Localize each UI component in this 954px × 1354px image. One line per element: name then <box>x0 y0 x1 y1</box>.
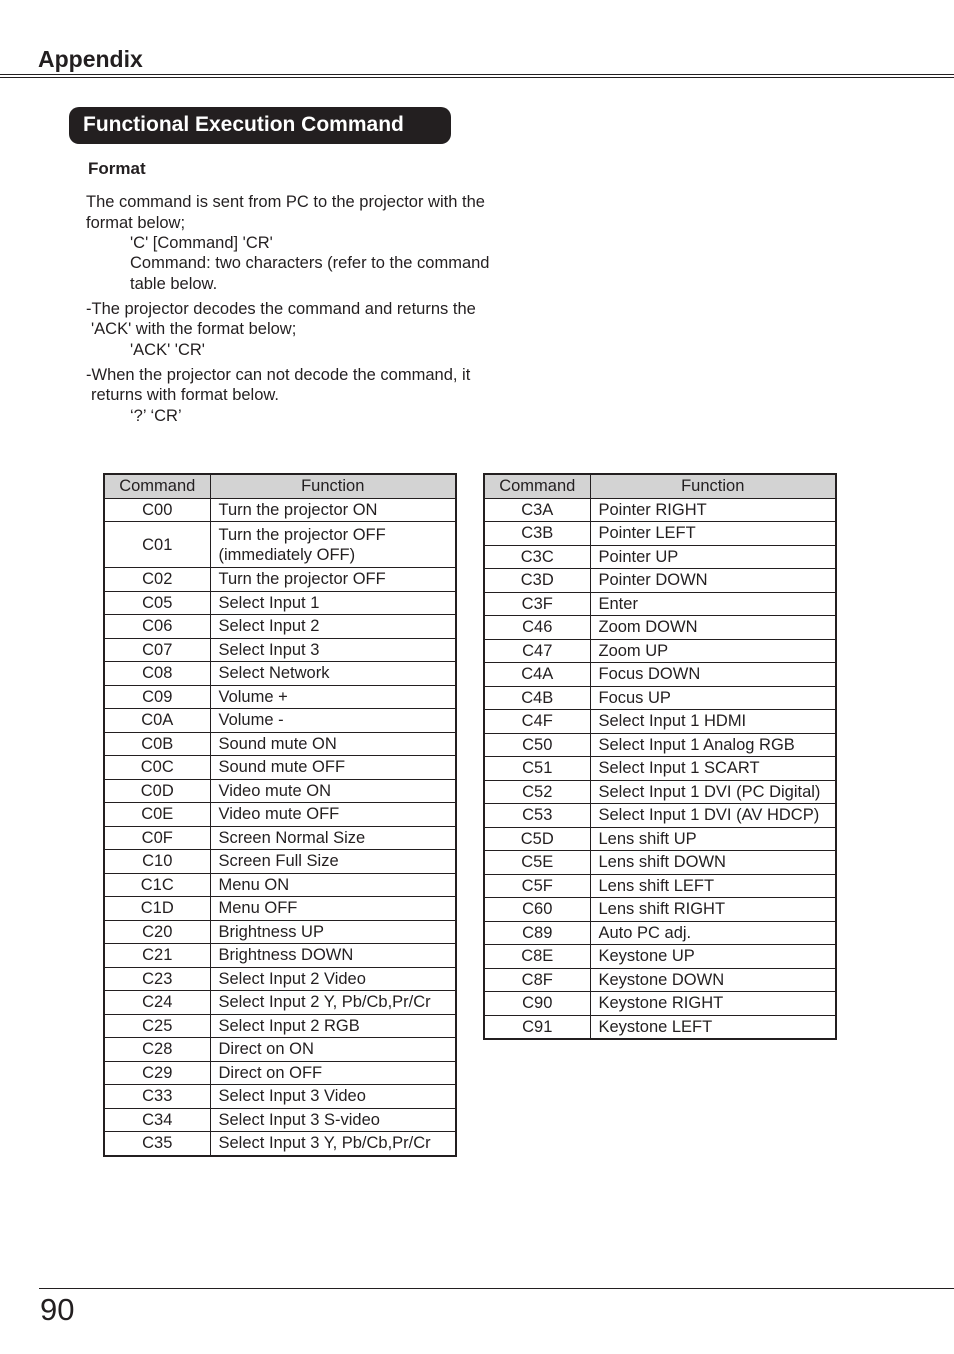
function-text: Select Input 3 <box>218 640 320 659</box>
command-code: C1D <box>104 897 210 921</box>
function-text: Select Input 2 <box>218 617 320 636</box>
function-text: Select Input 2 Video <box>218 969 366 988</box>
table-row <box>484 851 836 875</box>
footer-rule <box>39 1288 954 1289</box>
function-cell <box>210 944 456 968</box>
function-cell <box>210 1085 456 1109</box>
function-cell <box>590 921 836 945</box>
function-cell <box>210 1132 456 1156</box>
function-text: Focus DOWN <box>598 665 701 684</box>
function-text: Video mute OFF <box>218 805 340 824</box>
command-code: C89 <box>484 921 590 945</box>
function-text: Pointer UP <box>598 547 679 566</box>
header-rule <box>0 74 954 75</box>
command-code: C28 <box>104 1038 210 1062</box>
command-code: C0E <box>104 803 210 827</box>
function-text: Zoom DOWN <box>598 618 698 637</box>
function-text: Menu ON <box>218 875 290 894</box>
function-cell <box>590 545 836 569</box>
command-code: C91 <box>484 1015 590 1039</box>
command-code: C53 <box>484 804 590 828</box>
command-code: C8F <box>484 968 590 992</box>
command-code: C10 <box>104 850 210 874</box>
table-row <box>104 756 456 780</box>
table-row <box>104 732 456 756</box>
section-title: Appendix <box>38 46 143 72</box>
function-cell <box>590 780 836 804</box>
function-cell <box>210 967 456 991</box>
function-cell <box>590 945 836 969</box>
function-cell <box>590 757 836 781</box>
function-text: Keystone DOWN <box>598 970 725 989</box>
function-text: Turn the projector OFF <box>218 570 386 589</box>
table-row <box>104 615 456 639</box>
command-table-right <box>483 473 837 1040</box>
function-cell <box>590 569 836 593</box>
function-text: Turn the projector OFF <box>218 525 386 544</box>
function-cell <box>590 733 836 757</box>
table-row <box>104 873 456 897</box>
table-row <box>104 662 456 686</box>
format-text-line: -The projector decodes the command and returns the <box>86 300 476 318</box>
command-code: C08 <box>104 662 210 686</box>
function-text: Lens shift LEFT <box>598 876 715 895</box>
table-row <box>104 1132 456 1156</box>
command-code: C35 <box>104 1132 210 1156</box>
function-text: Select Input 1 SCART <box>598 759 760 778</box>
function-cell <box>590 498 836 522</box>
function-text: Zoom UP <box>598 641 669 660</box>
function-text: Volume - <box>218 711 284 730</box>
table-row <box>104 1085 456 1109</box>
command-code: C00 <box>104 498 210 522</box>
table-row <box>484 616 836 640</box>
function-cell <box>210 498 456 522</box>
command-code: C20 <box>104 920 210 944</box>
function-cell <box>210 615 456 639</box>
table-row <box>104 850 456 874</box>
function-text: Menu OFF <box>218 899 298 918</box>
function-text: Select Input 1 DVI (PC Digital) <box>598 782 821 801</box>
table-row <box>484 827 836 851</box>
function-text: Lens shift RIGHT <box>598 900 726 919</box>
function-text: Keystone RIGHT <box>598 994 724 1013</box>
table-row <box>484 992 836 1016</box>
function-text: Volume + <box>218 687 288 706</box>
function-text: Select Input 1 <box>218 593 320 612</box>
format-text-line: table below. <box>130 275 218 293</box>
table-row <box>104 967 456 991</box>
table-row <box>484 804 836 828</box>
command-code: C8E <box>484 945 590 969</box>
function-cell <box>590 710 836 734</box>
table-row <box>484 663 836 687</box>
format-text-line: The command is sent from PC to the projector with the <box>86 193 485 211</box>
table-row <box>104 897 456 921</box>
format-code-line: 'ACK' 'CR' <box>130 341 205 359</box>
table-row <box>484 1015 836 1039</box>
table-row <box>104 1108 456 1132</box>
command-code: C5D <box>484 827 590 851</box>
function-cell <box>210 1108 456 1132</box>
table-row <box>104 920 456 944</box>
command-code: C4B <box>484 686 590 710</box>
function-text: Screen Full Size <box>218 852 339 871</box>
table-row <box>104 709 456 733</box>
function-cell <box>210 897 456 921</box>
function-text: Brightness UP <box>218 922 324 941</box>
function-text: Focus UP <box>598 688 671 707</box>
format-text-line: format below; <box>86 214 186 232</box>
command-code: C0B <box>104 732 210 756</box>
command-code: C24 <box>104 991 210 1015</box>
function-cell <box>210 920 456 944</box>
function-cell <box>590 663 836 687</box>
function-text: Select Input 2 Y, Pb/Cb,Pr/Cr <box>218 993 431 1012</box>
function-cell <box>210 522 456 568</box>
command-code: C06 <box>104 615 210 639</box>
function-text: Select Input 3 Y, Pb/Cb,Pr/Cr <box>218 1134 431 1153</box>
table-row <box>104 522 456 568</box>
format-text-line: returns with format below. <box>91 386 279 404</box>
command-code: C51 <box>484 757 590 781</box>
column-header-command: Command <box>104 474 210 498</box>
table-row <box>104 803 456 827</box>
function-text: Pointer DOWN <box>598 571 708 590</box>
command-code: C3A <box>484 498 590 522</box>
table-row <box>484 545 836 569</box>
table-row <box>104 944 456 968</box>
function-text: Sound mute ON <box>218 734 337 753</box>
table-row <box>484 733 836 757</box>
table-row <box>104 826 456 850</box>
table-row <box>104 498 456 522</box>
command-code: C29 <box>104 1061 210 1085</box>
command-code: C5F <box>484 874 590 898</box>
table-row <box>104 1061 456 1085</box>
function-cell <box>210 850 456 874</box>
format-code-line: 'C' [Command] 'CR' <box>130 234 273 252</box>
command-code: C1C <box>104 873 210 897</box>
format-text-line: -When the projector can not decode the command, it <box>86 366 471 384</box>
table-row <box>104 779 456 803</box>
function-cell <box>210 1014 456 1038</box>
table-row <box>104 1014 456 1038</box>
command-code: C47 <box>484 639 590 663</box>
table-row <box>484 592 836 616</box>
command-code: C05 <box>104 591 210 615</box>
table-row <box>484 522 836 546</box>
command-code: C0F <box>104 826 210 850</box>
function-cell <box>590 522 836 546</box>
command-table-left <box>103 473 457 1157</box>
table-row <box>104 991 456 1015</box>
function-cell <box>590 992 836 1016</box>
table-row <box>484 498 836 522</box>
table-row <box>484 639 836 663</box>
command-code: C0C <box>104 756 210 780</box>
command-code: C0A <box>104 709 210 733</box>
function-text: Select Input 3 Video <box>218 1087 366 1106</box>
function-text: Select Network <box>218 664 330 683</box>
function-cell <box>210 638 456 662</box>
function-text: Direct on ON <box>218 1040 314 1059</box>
table-row <box>484 757 836 781</box>
banner-title: Functional Execution Command <box>69 107 451 144</box>
command-code: C60 <box>484 898 590 922</box>
command-code: C34 <box>104 1108 210 1132</box>
function-text: Select Input 2 RGB <box>218 1016 360 1035</box>
command-code: C50 <box>484 733 590 757</box>
function-cell <box>210 1038 456 1062</box>
command-code: C4F <box>484 710 590 734</box>
function-text: Lens shift UP <box>598 829 697 848</box>
function-text: (immediately OFF) <box>218 545 356 564</box>
function-cell <box>210 591 456 615</box>
function-cell <box>210 803 456 827</box>
table-row <box>484 780 836 804</box>
function-text: Select Input 1 DVI (AV HDCP) <box>598 806 820 825</box>
table-row <box>484 686 836 710</box>
command-code: C3F <box>484 592 590 616</box>
function-cell <box>210 826 456 850</box>
function-cell <box>210 685 456 709</box>
command-code: C33 <box>104 1085 210 1109</box>
function-text: Screen Normal Size <box>218 828 366 847</box>
table-row <box>484 710 836 734</box>
function-text: Pointer LEFT <box>598 524 696 543</box>
function-cell <box>210 1061 456 1085</box>
function-text: Brightness DOWN <box>218 946 354 965</box>
command-code: C52 <box>484 780 590 804</box>
table-row <box>104 638 456 662</box>
table-row <box>484 921 836 945</box>
command-code: C07 <box>104 638 210 662</box>
function-cell <box>210 568 456 592</box>
command-code: C3D <box>484 569 590 593</box>
function-cell <box>210 873 456 897</box>
function-cell <box>210 991 456 1015</box>
function-text: Keystone LEFT <box>598 1017 713 1036</box>
table-row <box>104 1038 456 1062</box>
command-code: C46 <box>484 616 590 640</box>
function-cell <box>590 898 836 922</box>
function-cell <box>210 662 456 686</box>
table-row <box>104 591 456 615</box>
command-code: C23 <box>104 967 210 991</box>
function-text: Lens shift DOWN <box>598 853 726 872</box>
command-code: C4A <box>484 663 590 687</box>
function-text: Pointer RIGHT <box>598 500 707 519</box>
table-row <box>484 874 836 898</box>
table-row <box>484 968 836 992</box>
column-header-function: Function <box>210 474 456 498</box>
command-code: C21 <box>104 944 210 968</box>
table-row <box>484 898 836 922</box>
format-text-line: Command: two characters (refer to the command <box>130 254 490 272</box>
page-number: 90 <box>40 1292 75 1327</box>
function-cell <box>590 968 836 992</box>
function-cell <box>210 756 456 780</box>
function-text: Direct on OFF <box>218 1063 323 1082</box>
command-code: C0D <box>104 779 210 803</box>
command-code: C09 <box>104 685 210 709</box>
command-code: C3B <box>484 522 590 546</box>
command-code: C25 <box>104 1014 210 1038</box>
format-code-line: ‘?’ ‘CR’ <box>130 407 182 425</box>
table-row <box>484 945 836 969</box>
function-cell <box>210 732 456 756</box>
function-text: Enter <box>598 594 638 613</box>
format-heading: Format <box>88 159 146 178</box>
function-cell <box>590 827 836 851</box>
function-cell <box>210 709 456 733</box>
command-code: C90 <box>484 992 590 1016</box>
command-code: C01 <box>104 522 210 568</box>
table-row <box>104 685 456 709</box>
function-cell <box>590 804 836 828</box>
command-code: C5E <box>484 851 590 875</box>
format-text-line: 'ACK' with the format below; <box>91 320 297 338</box>
function-text: Keystone UP <box>598 947 695 966</box>
command-code: C02 <box>104 568 210 592</box>
function-cell <box>590 639 836 663</box>
function-text: Select Input 1 Analog RGB <box>598 735 795 754</box>
function-cell <box>590 874 836 898</box>
column-header-command: Command <box>484 474 590 498</box>
function-text: Select Input 3 S-video <box>218 1110 380 1129</box>
table-row <box>484 569 836 593</box>
column-header-function: Function <box>590 474 836 498</box>
command-code: C3C <box>484 545 590 569</box>
function-cell <box>590 851 836 875</box>
header-rule-secondary <box>0 77 954 78</box>
function-text: Turn the projector ON <box>218 500 378 519</box>
function-cell <box>590 592 836 616</box>
function-cell <box>590 686 836 710</box>
table-row <box>104 568 456 592</box>
function-cell <box>590 616 836 640</box>
function-text: Sound mute OFF <box>218 758 346 777</box>
function-text: Auto PC adj. <box>598 923 692 942</box>
function-text: Select Input 1 HDMI <box>598 712 747 731</box>
function-text: Video mute ON <box>218 781 332 800</box>
function-cell <box>210 779 456 803</box>
function-cell <box>590 1015 836 1039</box>
